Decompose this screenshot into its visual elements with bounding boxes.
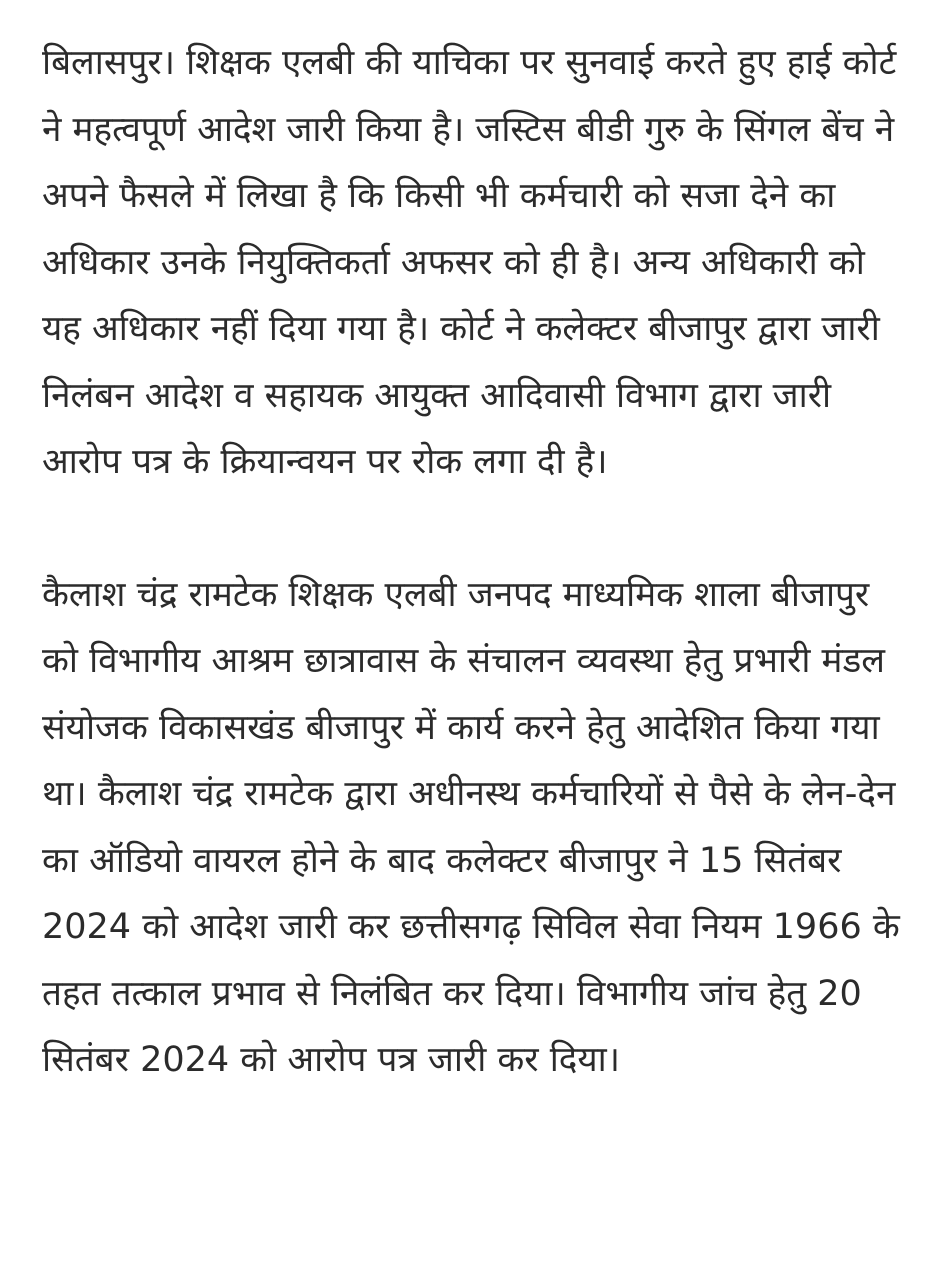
paragraph-court-order: बिलासपुर। शिक्षक एलबी की याचिका पर सुनवाई करते हुए हाई कोर्ट ने महत्वपूर्ण आदेश जारी किया है। जस्टिस बीडी गुरु के सिंगल बेंच ने अपने फैसले में लिखा है कि किसी भी कर्मचारी को सजा देने का अधिकार उनके नियुक्तिकर्ता अफसर को ही है। अन्य अधिकारी को यह अधिकार नहीं दिया गया है। कोर्ट ने कलेक्टर बीजापुर द्वारा जारी निलंबन आदेश व सहायक आयुक्त आदिवासी विभाग द्वारा जारी आरोप पत्र के क्रियान्वयन पर रोक लगा दी है। <box>42 43 897 482</box>
article-body <box>42 30 912 1094</box>
paragraph-case-background: कैलाश चंद्र रामटेक शिक्षक एलबी जनपद माध्यमिक शाला बीजापुर को विभागीय आश्रम छात्रावास के संचालन व्यवस्था हेतु प्रभारी मंडल संयोजक विकासखंड बीजापुर में कार्य करने हेतु आदेशित किया गया था। कैलाश चंद्र रामटेक द्वारा अधीनस्थ कर्मचारियों से पैसे के लेन-देन का ऑडियो वायरल होने के बाद कलेक्टर बीजापुर ने 15 सितंबर 2024 को आदेश जारी कर छत्तीसगढ़ सिविल सेवा नियम 1966 के तहत तत्काल प्रभाव से निलंबित कर दिया। विभागीय जांच हेतु 20 सितंबर 2024 को आरोप पत्र जारी कर दिया। <box>42 574 900 1080</box>
